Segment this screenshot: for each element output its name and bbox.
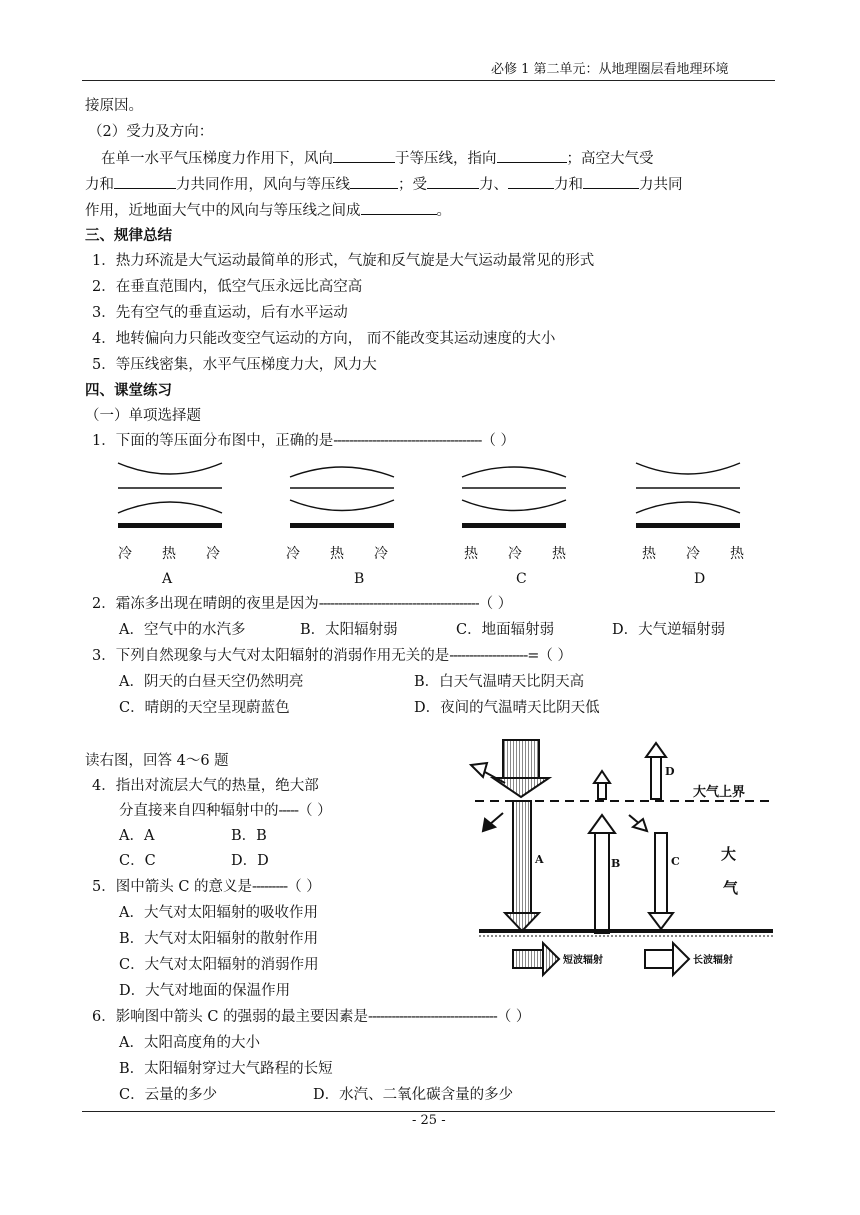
- intro-paragraph-line1: [101, 148, 654, 169]
- text-segment: ；受: [398, 177, 427, 193]
- option[interactable]: C．地面辐射弱: [456, 622, 555, 638]
- option[interactable]: D．大气逆辐射弱: [612, 622, 726, 638]
- question-6: [92, 1007, 530, 1027]
- temp-label: 冷: [686, 546, 700, 562]
- diagram-letter: D: [694, 571, 706, 587]
- isobar-diagrams: [100, 455, 790, 605]
- diagram-letter: B: [354, 571, 365, 587]
- footer-rule: [82, 1111, 775, 1112]
- answer-paren[interactable]: （ ）: [496, 1009, 531, 1025]
- temp-label: 热: [730, 546, 744, 562]
- temp-label: 热: [552, 546, 566, 562]
- answer-paren[interactable]: （ ）: [287, 879, 321, 895]
- question-3: [92, 646, 572, 666]
- isobar-diagram-c[interactable]: [462, 467, 566, 528]
- option[interactable]: D．D: [231, 853, 269, 869]
- legend-shortwave-icon: [513, 943, 559, 975]
- question-stem: 5．图中箭头 C 的意义是: [92, 879, 253, 895]
- intro-line0: 接原因。: [85, 98, 143, 114]
- arrow-d: [646, 743, 666, 799]
- legend-longwave-icon: [645, 943, 689, 975]
- rule-item: 3．先有空气的垂直运动，后有水平运动: [92, 305, 348, 321]
- question-4-line2: [119, 801, 332, 821]
- text-segment: 力和: [554, 177, 583, 193]
- text-segment: 力共同: [639, 177, 683, 193]
- rule-item: 2．在垂直范围内，低空气压永远比高空高: [92, 279, 363, 295]
- answer-blank[interactable]: [333, 148, 395, 163]
- text-segment: 力共同作用，风向与等压线: [176, 177, 350, 193]
- arrow-a-label: A: [535, 853, 544, 866]
- question-dashes: ---------------------------------: [368, 1009, 497, 1025]
- answer-blank[interactable]: [427, 174, 479, 189]
- text-segment: 力和: [85, 177, 114, 193]
- section4-subtitle: （一）单项选择题: [85, 408, 201, 424]
- temp-label: 热: [330, 546, 344, 562]
- option[interactable]: D．大气对地面的保温作用: [119, 983, 291, 999]
- intro-paragraph-line3: [85, 200, 451, 221]
- question-dashes: -----------------------------------------: [318, 596, 479, 612]
- question-dashes: --------------------=: [449, 648, 539, 664]
- rule-item: 5．等压线密集，水平气压梯度力大，风力大: [92, 357, 377, 373]
- option[interactable]: C．大气对太阳辐射的消弱作用: [119, 957, 319, 973]
- question-dashes: --------------------------------------: [333, 433, 482, 449]
- option[interactable]: C．C: [119, 853, 156, 869]
- text-segment: 。: [436, 203, 451, 219]
- atmosphere-char: 大: [721, 845, 737, 863]
- read-figure-prompt: 读右图，回答 4～6 题: [85, 753, 229, 769]
- answer-blank[interactable]: [350, 174, 398, 189]
- question-stem: 1．下面的等压面分布图中，正确的是: [92, 433, 334, 449]
- temp-label: 冷: [286, 546, 300, 562]
- option[interactable]: A．空气中的水汽多: [119, 622, 246, 638]
- option[interactable]: C．晴朗的天空呈现蔚蓝色: [119, 700, 290, 716]
- question-dashes: -----: [278, 803, 298, 819]
- isobar-diagram-d[interactable]: [636, 463, 740, 528]
- temp-label: 热: [464, 546, 478, 562]
- answer-paren[interactable]: （ ）: [298, 803, 332, 819]
- small-up-arrow: [594, 771, 610, 799]
- scattered-arrow-right: [629, 815, 647, 831]
- rule-item: 4．地转偏向力只能改变空气运动的方向， 而不能改变其运动速度的大小: [92, 331, 556, 347]
- option[interactable]: A．A: [119, 828, 155, 844]
- question-stem: 分直接来自四种辐射中的: [119, 803, 279, 819]
- answer-paren[interactable]: （ ）: [538, 648, 572, 664]
- question-1: [92, 431, 515, 451]
- option[interactable]: C．云量的多少: [119, 1087, 218, 1103]
- option[interactable]: B．大气对太阳辐射的散射作用: [119, 931, 319, 947]
- rule-item: 1．热力环流是大气运动最简单的形式，气旋和反气旋是大气运动最常见的形式: [92, 253, 595, 269]
- option[interactable]: D．夜间的气温晴天比阴天低: [414, 700, 600, 716]
- intro-paragraph-line2: [85, 174, 683, 195]
- question-dashes: ---------: [252, 879, 288, 895]
- text-segment: 作用，近地面大气中的风向与等压线之间成: [85, 203, 361, 219]
- question-2: [92, 594, 512, 614]
- diagram-letter: A: [162, 571, 173, 587]
- text-segment: 力、: [479, 177, 508, 193]
- text-segment: 于等压线，指向: [395, 151, 497, 167]
- answer-blank[interactable]: [361, 200, 437, 215]
- question-stem: 6．影响图中箭头 C 的强弱的最主要因素是: [92, 1009, 369, 1025]
- atmosphere-char: 气: [723, 879, 739, 897]
- question-5: [92, 877, 321, 897]
- answer-paren[interactable]: （ ）: [478, 596, 513, 612]
- option[interactable]: D．水汽、二氧化碳含量的多少: [313, 1087, 514, 1103]
- legend-shortwave-label: 短波辐射: [563, 955, 603, 966]
- section4-title: 四、课堂练习: [85, 382, 172, 399]
- arrow-a: [505, 801, 539, 931]
- arrow-c: [649, 833, 673, 929]
- header-title: 必修 1 第二单元：从地理圈层看地理环境: [491, 62, 729, 77]
- reflected-arrow: [471, 763, 505, 783]
- ground-line: [479, 929, 773, 936]
- option[interactable]: B．B: [231, 828, 267, 844]
- question-stem: 3．下列自然现象与大气对太阳辐射的消弱作用无关的是: [92, 648, 450, 664]
- header-rule: [82, 80, 775, 81]
- temp-label: 冷: [508, 546, 522, 562]
- answer-blank[interactable]: [497, 148, 567, 163]
- intro-subtitle: （2）受力及方向：: [88, 124, 214, 140]
- arrow-b-label: B: [611, 857, 621, 870]
- arrow-b: [589, 815, 615, 933]
- arrow-c-label: C: [671, 855, 680, 868]
- temp-label: 热: [162, 546, 176, 562]
- isobar-diagram-b[interactable]: [290, 467, 394, 528]
- option[interactable]: A．阴天的白昼天空仍然明亮: [119, 674, 304, 690]
- section3-title: 三、规律总结: [85, 227, 172, 244]
- temp-label: 热: [642, 546, 656, 562]
- legend-longwave-label: 长波辐射: [693, 955, 733, 966]
- text-segment: 在单一水平气压梯度力作用下，风向: [101, 151, 333, 167]
- answer-blank[interactable]: [583, 174, 639, 189]
- text-segment: ；高空大气受: [566, 151, 654, 167]
- atmosphere-top-label: 大气上界: [693, 785, 746, 800]
- option[interactable]: B．白天气温晴天比阴天高: [414, 674, 585, 690]
- answer-blank[interactable]: [508, 174, 554, 189]
- option[interactable]: B．太阳辐射穿过大气路程的长短: [119, 1061, 333, 1077]
- incoming-solar-arrow: [493, 740, 549, 797]
- option[interactable]: B．太阳辐射弱: [300, 622, 398, 638]
- temp-label: 冷: [206, 546, 220, 562]
- temp-label: 冷: [374, 546, 388, 562]
- scattered-arrow-left: [483, 813, 503, 831]
- answer-paren[interactable]: （ ）: [481, 433, 516, 449]
- temp-label: 冷: [118, 546, 132, 562]
- question-stem: 2．霜冻多出现在晴朗的夜里是因为: [92, 596, 319, 612]
- radiation-figure: [465, 735, 785, 985]
- diagram-letter: C: [516, 571, 527, 587]
- option[interactable]: A．大气对太阳辐射的吸收作用: [119, 905, 318, 921]
- question-4-line1: 4．指出对流层大气的热量，绝大部: [92, 778, 319, 794]
- arrow-d-label: D: [665, 765, 675, 778]
- option[interactable]: A．太阳高度角的大小: [119, 1035, 260, 1051]
- isobar-diagram-a[interactable]: [118, 463, 222, 528]
- answer-blank[interactable]: [114, 174, 176, 189]
- page-number: - 25 -: [412, 1113, 446, 1128]
